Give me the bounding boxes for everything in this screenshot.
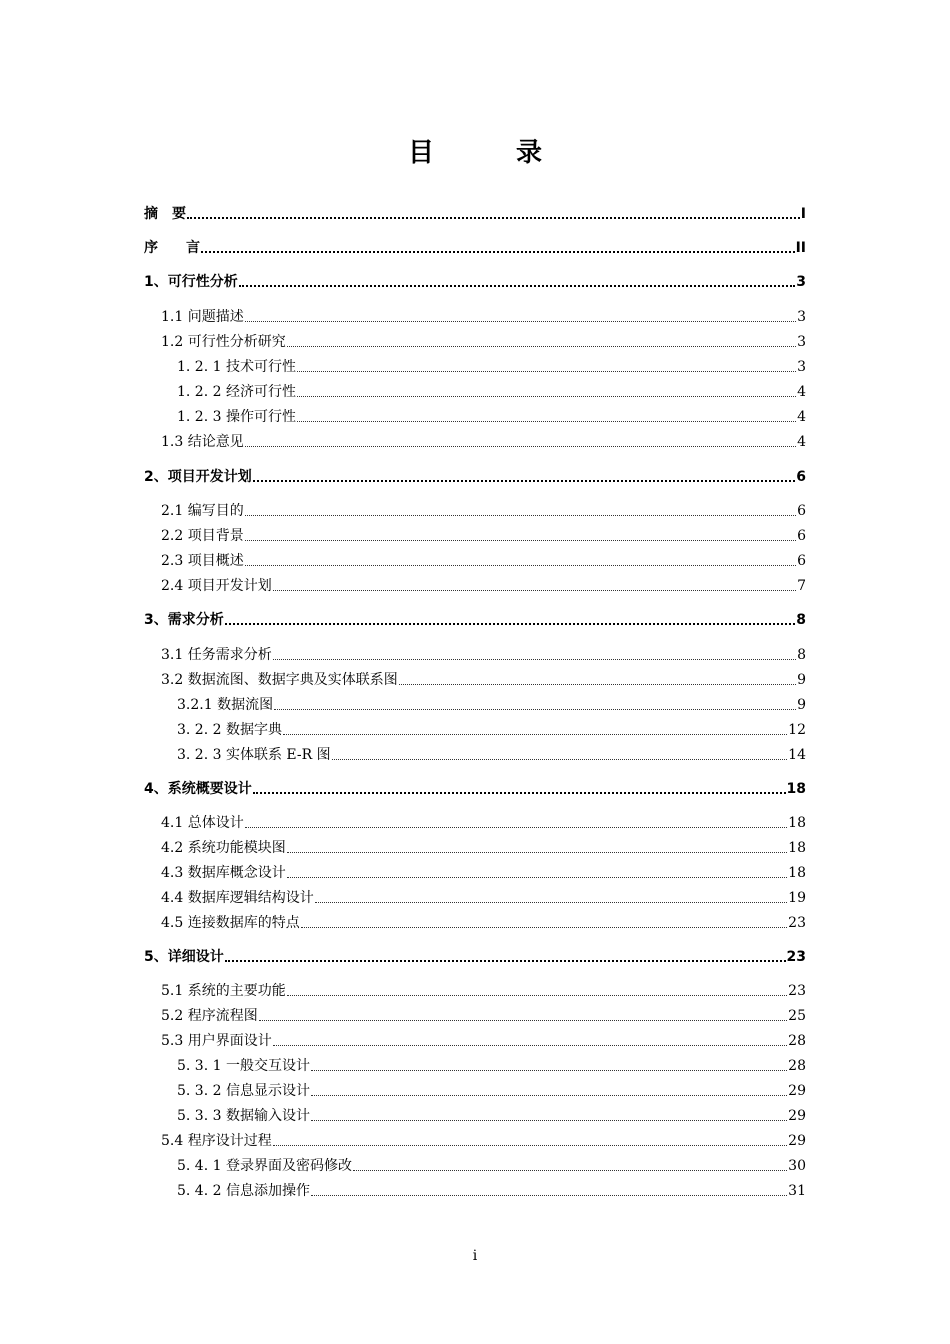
toc-entry[interactable] <box>161 810 806 832</box>
toc-entry-page: 18 <box>788 840 806 856</box>
dot-leader <box>353 1170 787 1171</box>
toc-entry[interactable] <box>161 1128 806 1150</box>
dot-leader <box>245 827 787 828</box>
toc-entry-label: 1. 2. 1 技术可行性 <box>177 359 296 375</box>
dot-leader <box>311 1120 787 1121</box>
dot-leader <box>273 1145 787 1146</box>
toc-entry-page: 23 <box>788 983 806 999</box>
dot-leader <box>245 540 796 541</box>
dot-leader <box>311 1095 787 1096</box>
toc-entry-page: 6 <box>797 528 806 544</box>
toc-entry-label: 3、需求分析 <box>144 612 224 628</box>
toc-entry[interactable] <box>177 692 806 714</box>
toc-entry-page: 19 <box>788 890 806 906</box>
toc-entry[interactable] <box>144 201 806 223</box>
toc-entry[interactable] <box>177 1053 806 1075</box>
toc-entry-label: 4.5 连接数据库的特点 <box>161 915 300 931</box>
toc-entry-page: 25 <box>788 1008 806 1024</box>
dot-leader <box>273 659 796 660</box>
dot-leader <box>399 684 796 685</box>
toc-entry[interactable] <box>161 1003 806 1025</box>
toc-entry-label: 摘 要 <box>144 206 186 222</box>
toc-entry-label: 1. 2. 3 操作可行性 <box>177 409 296 425</box>
toc-entry[interactable] <box>177 1078 806 1100</box>
dot-leader <box>187 217 800 219</box>
toc-entry-label: 1.2 可行性分析研究 <box>161 334 286 350</box>
toc-entry-label: 1、可行性分析 <box>144 274 238 290</box>
dot-leader <box>315 902 787 903</box>
toc-entry-page: 23 <box>786 949 806 965</box>
toc-entry-page: 4 <box>797 409 806 425</box>
toc-entry-label: 3.1 任务需求分析 <box>161 647 272 663</box>
toc-entry-label: 1. 2. 2 经济可行性 <box>177 384 296 400</box>
toc-entry[interactable] <box>144 269 806 291</box>
toc-entry-page: 29 <box>788 1108 806 1124</box>
toc-entry[interactable] <box>144 607 806 629</box>
toc-entry-page: 9 <box>797 697 806 713</box>
toc-entry[interactable] <box>161 523 806 545</box>
toc-entry-page: 29 <box>788 1133 806 1149</box>
toc-entry-label: 2.4 项目开发计划 <box>161 578 272 594</box>
toc-entry-page: 12 <box>788 722 806 738</box>
toc-entry[interactable] <box>161 860 806 882</box>
dot-leader <box>245 565 796 566</box>
toc-entry-label: 5. 4. 1 登录界面及密码修改 <box>177 1158 352 1174</box>
toc-entry-label: 5、详细设计 <box>144 949 224 965</box>
toc-entry[interactable] <box>177 404 806 426</box>
page-title: 目 录 <box>407 138 570 168</box>
dot-leader <box>245 515 796 516</box>
dot-leader <box>201 251 795 253</box>
toc-entry[interactable] <box>161 304 806 326</box>
toc-entry-label: 4.4 数据库逻辑结构设计 <box>161 890 314 906</box>
toc-entry-page: 18 <box>788 815 806 831</box>
toc-entry-label: 5. 3. 2 信息显示设计 <box>177 1083 310 1099</box>
dot-leader <box>311 1195 787 1196</box>
toc-entry[interactable] <box>161 573 806 595</box>
toc-entry[interactable] <box>161 667 806 689</box>
toc-entry-page: 31 <box>788 1183 806 1199</box>
toc-entry[interactable] <box>177 1178 806 1200</box>
toc-entry-label: 5. 3. 1 一般交互设计 <box>177 1058 310 1074</box>
toc-entry-page: I <box>800 206 806 222</box>
toc-entry[interactable] <box>161 978 806 1000</box>
toc-entry-label: 5. 4. 2 信息添加操作 <box>177 1183 310 1199</box>
toc-entry-label: 1.1 问题描述 <box>161 309 244 325</box>
dot-leader <box>297 371 796 372</box>
dot-leader <box>287 995 787 996</box>
toc-entry[interactable] <box>144 464 806 486</box>
dot-leader <box>287 852 787 853</box>
toc-entry-page: 9 <box>797 672 806 688</box>
toc-entry-label: 5.4 程序设计过程 <box>161 1133 272 1149</box>
dot-leader <box>273 590 796 591</box>
toc-entry-label: 5.3 用户界面设计 <box>161 1033 272 1049</box>
toc-entry[interactable] <box>161 885 806 907</box>
toc-entry-page: 18 <box>788 865 806 881</box>
toc-entry-page: 8 <box>796 612 806 628</box>
toc-entry[interactable] <box>177 1153 806 1175</box>
toc-entry-page: 4 <box>797 384 806 400</box>
toc-entry-label: 1.3 结论意见 <box>161 434 244 450</box>
toc-entry-label: 5.2 程序流程图 <box>161 1008 258 1024</box>
toc-entry-label: 4.2 系统功能模块图 <box>161 840 286 856</box>
toc-entry-label: 5. 3. 3 数据输入设计 <box>177 1108 310 1124</box>
toc-entry-page: 6 <box>797 553 806 569</box>
toc-entry-label: 序 言 <box>144 240 200 256</box>
toc-entry-page: 3 <box>797 334 806 350</box>
toc-entry[interactable] <box>144 944 806 966</box>
toc-entry-label: 3.2 数据流图、数据字典及实体联系图 <box>161 672 398 688</box>
toc-entry-label: 2、项目开发计划 <box>144 469 252 485</box>
toc-entry-label: 3. 2. 2 数据字典 <box>177 722 282 738</box>
dot-leader <box>253 792 786 794</box>
toc-entry[interactable] <box>161 835 806 857</box>
toc-entry-page: 30 <box>788 1158 806 1174</box>
toc-entry[interactable] <box>161 1028 806 1050</box>
toc-entry-label: 2.3 项目概述 <box>161 553 244 569</box>
dot-leader <box>332 759 788 760</box>
toc-entry[interactable] <box>161 548 806 570</box>
toc-entry[interactable] <box>144 235 806 257</box>
toc-entry-label: 2.2 项目背景 <box>161 528 244 544</box>
toc-entry[interactable] <box>161 642 806 664</box>
dot-leader <box>259 1020 787 1021</box>
toc-entry[interactable] <box>161 498 806 520</box>
toc-entry-page: II <box>795 240 806 256</box>
toc-entry-label: 3.2.1 数据流图 <box>177 697 274 713</box>
toc-entry-page: 6 <box>796 469 806 485</box>
dot-leader <box>287 346 796 347</box>
toc-entry[interactable] <box>177 717 806 739</box>
toc-entry-page: 29 <box>788 1083 806 1099</box>
toc-entry-page: 8 <box>797 647 806 663</box>
dot-leader <box>253 480 796 482</box>
dot-leader <box>311 1070 787 1071</box>
toc-entry-label: 4.1 总体设计 <box>161 815 244 831</box>
toc-entry-label: 5.1 系统的主要功能 <box>161 983 286 999</box>
dot-leader <box>297 396 796 397</box>
dot-leader <box>297 421 796 422</box>
dot-leader <box>301 927 787 928</box>
toc-entry[interactable] <box>161 429 806 451</box>
dot-leader <box>239 285 796 287</box>
toc-entry[interactable] <box>161 910 806 932</box>
toc-entry-page: 3 <box>796 274 806 290</box>
toc-entry-label: 2.1 编写目的 <box>161 503 244 519</box>
toc-entry[interactable] <box>177 1103 806 1125</box>
toc-entry-page: 14 <box>788 747 806 763</box>
toc-entry[interactable] <box>161 329 806 351</box>
dot-leader <box>273 1045 787 1046</box>
dot-leader <box>225 960 786 962</box>
page-number: i <box>472 1248 478 1264</box>
toc-entry-page: 18 <box>786 781 806 797</box>
toc-entry[interactable] <box>177 379 806 401</box>
toc-entry-page: 23 <box>788 915 806 931</box>
dot-leader <box>245 321 796 322</box>
toc-entry-page: 4 <box>797 434 806 450</box>
dot-leader <box>274 709 796 710</box>
toc-entry[interactable] <box>144 776 806 798</box>
dot-leader <box>287 877 787 878</box>
toc-entry[interactable] <box>177 742 806 764</box>
dot-leader <box>225 623 796 625</box>
dot-leader <box>245 446 796 447</box>
toc-entry-page: 28 <box>788 1033 806 1049</box>
toc-entry-label: 4、系统概要设计 <box>144 781 252 797</box>
toc-entry-label: 3. 2. 3 实体联系 E-R 图 <box>177 747 331 763</box>
toc-entry-page: 3 <box>797 309 806 325</box>
toc-entry-label: 4.3 数据库概念设计 <box>161 865 286 881</box>
toc-entry-page: 7 <box>797 578 806 594</box>
toc-entry-page: 6 <box>797 503 806 519</box>
toc-entry-page: 3 <box>797 359 806 375</box>
toc-entry[interactable] <box>177 354 806 376</box>
dot-leader <box>283 734 787 735</box>
toc-entry-page: 28 <box>788 1058 806 1074</box>
